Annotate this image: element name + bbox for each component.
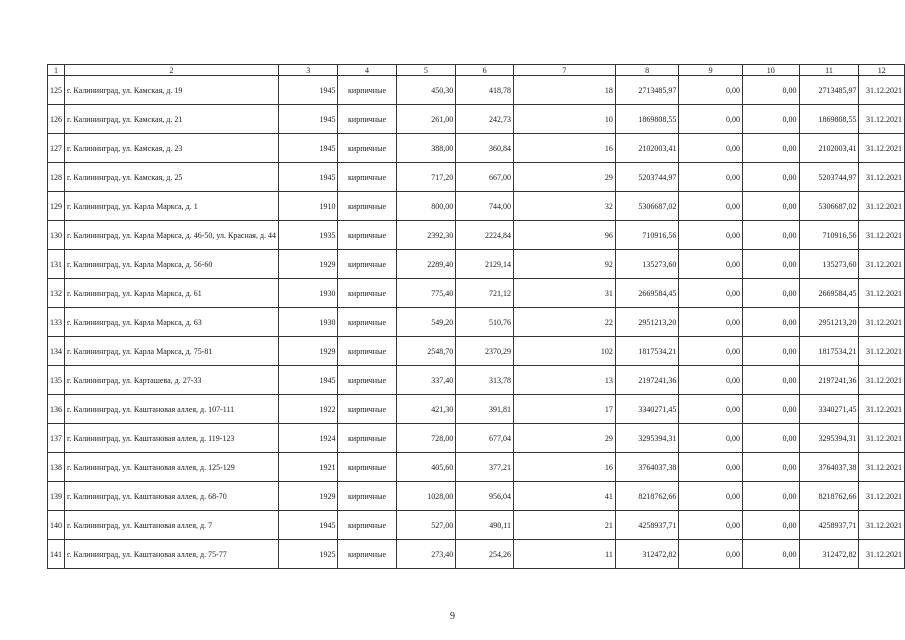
wall-material-cell: кирпичные — [338, 540, 396, 569]
table-row — [48, 250, 905, 279]
area-total-cell: 800,00 — [396, 192, 456, 221]
area-living-cell: 744,00 — [456, 192, 514, 221]
completion-date-cell: 31.12.2021 — [859, 540, 905, 569]
cost-col-11-cell: 3340271,45 — [799, 395, 859, 424]
cost-col-9-cell: 0,00 — [679, 366, 743, 395]
cost-total-cell: 5203744,97 — [615, 163, 679, 192]
area-total-cell: 1028,00 — [396, 482, 456, 511]
completion-date-cell: 31.12.2021 — [859, 279, 905, 308]
column-number: 1 — [48, 65, 65, 76]
cost-total-cell: 3295394,31 — [615, 424, 679, 453]
area-living-cell: 2370,29 — [456, 337, 514, 366]
cost-col-11-cell: 3295394,31 — [799, 424, 859, 453]
address-cell: г. Калининград, ул. Каштановая аллея, д. 7 — [65, 511, 279, 540]
cost-col-10-cell: 0,00 — [743, 540, 800, 569]
cost-col-9-cell: 0,00 — [679, 482, 743, 511]
completion-date-cell: 31.12.2021 — [859, 163, 905, 192]
residents-count-cell: 29 — [513, 163, 615, 192]
row-number-cell: 129 — [48, 192, 65, 221]
area-total-cell: 549,20 — [396, 308, 456, 337]
year-built-cell: 1922 — [279, 395, 338, 424]
cost-col-10-cell: 0,00 — [743, 424, 800, 453]
cost-col-11-cell: 2102003,41 — [799, 134, 859, 163]
row-number-cell: 136 — [48, 395, 65, 424]
table-row — [48, 192, 905, 221]
column-number: 7 — [513, 65, 615, 76]
table-row — [48, 366, 905, 395]
completion-date-cell: 31.12.2021 — [859, 482, 905, 511]
cost-total-cell: 2951213,20 — [615, 308, 679, 337]
residents-count-cell: 96 — [513, 221, 615, 250]
cost-total-cell: 4258937,71 — [615, 511, 679, 540]
cost-col-11-cell: 2669584,45 — [799, 279, 859, 308]
cost-col-9-cell: 0,00 — [679, 424, 743, 453]
cost-col-11-cell: 710916,56 — [799, 221, 859, 250]
column-number: 8 — [615, 65, 679, 76]
row-number-cell: 125 — [48, 76, 65, 105]
cost-col-11-cell: 3764037,38 — [799, 453, 859, 482]
table-row — [48, 221, 905, 250]
table-row — [48, 395, 905, 424]
year-built-cell: 1929 — [279, 482, 338, 511]
table-body — [48, 65, 905, 569]
cost-col-10-cell: 0,00 — [743, 511, 800, 540]
area-total-cell: 717,20 — [396, 163, 456, 192]
cost-col-9-cell: 0,00 — [679, 511, 743, 540]
cost-col-9-cell: 0,00 — [679, 105, 743, 134]
address-cell: г. Калининград, ул. Каштановая аллея, д. 68-70 — [65, 482, 279, 511]
cost-col-9-cell: 0,00 — [679, 337, 743, 366]
completion-date-cell: 31.12.2021 — [859, 395, 905, 424]
area-living-cell: 254,26 — [456, 540, 514, 569]
row-number-cell: 130 — [48, 221, 65, 250]
year-built-cell: 1945 — [279, 163, 338, 192]
cost-col-9-cell: 0,00 — [679, 134, 743, 163]
column-number: 5 — [396, 65, 456, 76]
residents-count-cell: 29 — [513, 424, 615, 453]
year-built-cell: 1929 — [279, 250, 338, 279]
column-number: 12 — [859, 65, 905, 76]
cost-total-cell: 8218762,66 — [615, 482, 679, 511]
table-row — [48, 134, 905, 163]
year-built-cell: 1935 — [279, 221, 338, 250]
address-cell: г. Калининград, ул. Каштановая аллея, д. 125-129 — [65, 453, 279, 482]
row-number-cell: 141 — [48, 540, 65, 569]
wall-material-cell: кирпичные — [338, 76, 396, 105]
row-number-cell: 133 — [48, 308, 65, 337]
cost-col-10-cell: 0,00 — [743, 482, 800, 511]
area-living-cell: 956,04 — [456, 482, 514, 511]
area-living-cell: 721,12 — [456, 279, 514, 308]
address-cell: г. Калининград, ул. Карла Маркса, д. 63 — [65, 308, 279, 337]
completion-date-cell: 31.12.2021 — [859, 366, 905, 395]
residents-count-cell: 31 — [513, 279, 615, 308]
wall-material-cell: кирпичные — [338, 250, 396, 279]
area-total-cell: 261,00 — [396, 105, 456, 134]
area-total-cell: 527,00 — [396, 511, 456, 540]
cost-col-9-cell: 0,00 — [679, 221, 743, 250]
area-living-cell: 2129,14 — [456, 250, 514, 279]
residents-count-cell: 13 — [513, 366, 615, 395]
year-built-cell: 1930 — [279, 279, 338, 308]
area-total-cell: 450,30 — [396, 76, 456, 105]
address-cell: г. Калининград, ул. Каштановая аллея, д. 107-111 — [65, 395, 279, 424]
column-number: 2 — [65, 65, 279, 76]
page-number: 9 — [450, 611, 455, 622]
registry-table — [47, 64, 905, 569]
area-total-cell: 388,00 — [396, 134, 456, 163]
cost-col-10-cell: 0,00 — [743, 250, 800, 279]
table-row — [48, 482, 905, 511]
cost-col-9-cell: 0,00 — [679, 453, 743, 482]
column-number: 3 — [279, 65, 338, 76]
year-built-cell: 1924 — [279, 424, 338, 453]
year-built-cell: 1945 — [279, 76, 338, 105]
area-total-cell: 273,40 — [396, 540, 456, 569]
residents-count-cell: 92 — [513, 250, 615, 279]
cost-col-10-cell: 0,00 — [743, 395, 800, 424]
address-cell: г. Калининград, ул. Камская, д. 25 — [65, 163, 279, 192]
cost-col-10-cell: 0,00 — [743, 308, 800, 337]
wall-material-cell: кирпичные — [338, 134, 396, 163]
wall-material-cell: кирпичные — [338, 105, 396, 134]
cost-col-11-cell: 8218762,66 — [799, 482, 859, 511]
area-living-cell: 360,84 — [456, 134, 514, 163]
area-living-cell: 510,76 — [456, 308, 514, 337]
residents-count-cell: 18 — [513, 76, 615, 105]
wall-material-cell: кирпичные — [338, 163, 396, 192]
table-row — [48, 453, 905, 482]
row-number-cell: 134 — [48, 337, 65, 366]
wall-material-cell: кирпичные — [338, 424, 396, 453]
cost-total-cell: 3340271,45 — [615, 395, 679, 424]
wall-material-cell: кирпичные — [338, 395, 396, 424]
area-total-cell: 337,40 — [396, 366, 456, 395]
address-cell: г. Калининград, ул. Каштановая аллея, д. 119-123 — [65, 424, 279, 453]
completion-date-cell: 31.12.2021 — [859, 134, 905, 163]
cost-col-9-cell: 0,00 — [679, 308, 743, 337]
wall-material-cell: кирпичные — [338, 366, 396, 395]
cost-col-11-cell: 2197241,36 — [799, 366, 859, 395]
table-row — [48, 279, 905, 308]
row-number-cell: 140 — [48, 511, 65, 540]
year-built-cell: 1910 — [279, 192, 338, 221]
year-built-cell: 1945 — [279, 366, 338, 395]
row-number-cell: 137 — [48, 424, 65, 453]
row-number-cell: 132 — [48, 279, 65, 308]
table-row — [48, 511, 905, 540]
wall-material-cell: кирпичные — [338, 453, 396, 482]
cost-col-11-cell: 4258937,71 — [799, 511, 859, 540]
residents-count-cell: 102 — [513, 337, 615, 366]
residents-count-cell: 17 — [513, 395, 615, 424]
residents-count-cell: 11 — [513, 540, 615, 569]
cost-col-10-cell: 0,00 — [743, 453, 800, 482]
cost-col-11-cell: 2713485,97 — [799, 76, 859, 105]
wall-material-cell: кирпичные — [338, 482, 396, 511]
row-number-cell: 139 — [48, 482, 65, 511]
column-number: 4 — [338, 65, 396, 76]
wall-material-cell: кирпичные — [338, 337, 396, 366]
year-built-cell: 1921 — [279, 453, 338, 482]
cost-total-cell: 3764037,38 — [615, 453, 679, 482]
cost-col-10-cell: 0,00 — [743, 279, 800, 308]
completion-date-cell: 31.12.2021 — [859, 76, 905, 105]
area-living-cell: 242,73 — [456, 105, 514, 134]
address-cell: г. Калининград, ул. Карла Маркса, д. 46-50, ул. Красная, д. 44 — [65, 221, 279, 250]
year-built-cell: 1925 — [279, 540, 338, 569]
completion-date-cell: 31.12.2021 — [859, 105, 905, 134]
area-living-cell: 667,00 — [456, 163, 514, 192]
cost-col-10-cell: 0,00 — [743, 105, 800, 134]
year-built-cell: 1945 — [279, 105, 338, 134]
table-row — [48, 308, 905, 337]
completion-date-cell: 31.12.2021 — [859, 308, 905, 337]
address-cell: г. Калининград, ул. Карла Маркса, д. 61 — [65, 279, 279, 308]
residents-count-cell: 32 — [513, 192, 615, 221]
cost-total-cell: 135273,60 — [615, 250, 679, 279]
completion-date-cell: 31.12.2021 — [859, 453, 905, 482]
residents-count-cell: 10 — [513, 105, 615, 134]
row-number-cell: 131 — [48, 250, 65, 279]
cost-col-10-cell: 0,00 — [743, 134, 800, 163]
cost-col-10-cell: 0,00 — [743, 76, 800, 105]
cost-col-11-cell: 312472,82 — [799, 540, 859, 569]
cost-col-11-cell: 5306687,02 — [799, 192, 859, 221]
year-built-cell: 1929 — [279, 337, 338, 366]
row-number-cell: 135 — [48, 366, 65, 395]
cost-total-cell: 710916,56 — [615, 221, 679, 250]
residents-count-cell: 41 — [513, 482, 615, 511]
cost-col-10-cell: 0,00 — [743, 366, 800, 395]
address-cell: г. Калининград, ул. Карла Маркса, д. 75-81 — [65, 337, 279, 366]
address-cell: г. Калининград, ул. Каштановая аллея, д. 75-77 — [65, 540, 279, 569]
table-row — [48, 424, 905, 453]
row-number-cell: 126 — [48, 105, 65, 134]
area-total-cell: 728,00 — [396, 424, 456, 453]
area-living-cell: 418,78 — [456, 76, 514, 105]
cost-col-11-cell: 5203744,97 — [799, 163, 859, 192]
cost-col-10-cell: 0,00 — [743, 192, 800, 221]
wall-material-cell: кирпичные — [338, 511, 396, 540]
cost-col-9-cell: 0,00 — [679, 163, 743, 192]
table-row — [48, 337, 905, 366]
area-total-cell: 2289,40 — [396, 250, 456, 279]
cost-col-9-cell: 0,00 — [679, 395, 743, 424]
address-cell: г. Калининград, ул. Карла Маркса, д. 56-60 — [65, 250, 279, 279]
year-built-cell: 1930 — [279, 308, 338, 337]
row-number-cell: 138 — [48, 453, 65, 482]
cost-col-9-cell: 0,00 — [679, 540, 743, 569]
cost-total-cell: 2197241,36 — [615, 366, 679, 395]
cost-col-11-cell: 135273,60 — [799, 250, 859, 279]
residents-count-cell: 21 — [513, 511, 615, 540]
area-total-cell: 421,30 — [396, 395, 456, 424]
address-cell: г. Калининград, ул. Камская, д. 21 — [65, 105, 279, 134]
cost-col-9-cell: 0,00 — [679, 279, 743, 308]
cost-col-11-cell: 1817534,21 — [799, 337, 859, 366]
completion-date-cell: 31.12.2021 — [859, 250, 905, 279]
column-number: 11 — [799, 65, 859, 76]
area-living-cell: 677,04 — [456, 424, 514, 453]
area-total-cell: 405,60 — [396, 453, 456, 482]
cost-col-10-cell: 0,00 — [743, 163, 800, 192]
area-living-cell: 391,81 — [456, 395, 514, 424]
cost-total-cell: 1869808,55 — [615, 105, 679, 134]
column-number: 6 — [456, 65, 514, 76]
cost-col-9-cell: 0,00 — [679, 76, 743, 105]
area-total-cell: 2548,70 — [396, 337, 456, 366]
area-living-cell: 490,11 — [456, 511, 514, 540]
completion-date-cell: 31.12.2021 — [859, 192, 905, 221]
cost-total-cell: 2669584,45 — [615, 279, 679, 308]
wall-material-cell: кирпичные — [338, 279, 396, 308]
completion-date-cell: 31.12.2021 — [859, 424, 905, 453]
cost-total-cell: 5306687,02 — [615, 192, 679, 221]
cost-col-10-cell: 0,00 — [743, 221, 800, 250]
column-number: 9 — [679, 65, 743, 76]
row-number-cell: 127 — [48, 134, 65, 163]
area-total-cell: 2392,30 — [396, 221, 456, 250]
address-cell: г. Калининград, ул. Камская, д. 23 — [65, 134, 279, 163]
row-number-cell: 128 — [48, 163, 65, 192]
year-built-cell: 1945 — [279, 511, 338, 540]
cost-col-9-cell: 0,00 — [679, 192, 743, 221]
area-living-cell: 2224,84 — [456, 221, 514, 250]
area-total-cell: 775,40 — [396, 279, 456, 308]
table-row — [48, 76, 905, 105]
address-cell: г. Калининград, ул. Карташева, д. 27-33 — [65, 366, 279, 395]
column-number: 10 — [743, 65, 800, 76]
residents-count-cell: 16 — [513, 134, 615, 163]
completion-date-cell: 31.12.2021 — [859, 337, 905, 366]
area-living-cell: 377,21 — [456, 453, 514, 482]
residents-count-cell: 16 — [513, 453, 615, 482]
wall-material-cell: кирпичные — [338, 221, 396, 250]
completion-date-cell: 31.12.2021 — [859, 221, 905, 250]
address-cell: г. Калининград, ул. Карла Маркса, д. 1 — [65, 192, 279, 221]
table-row — [48, 163, 905, 192]
area-living-cell: 313,78 — [456, 366, 514, 395]
table-row — [48, 540, 905, 569]
table-row — [48, 105, 905, 134]
completion-date-cell: 31.12.2021 — [859, 511, 905, 540]
cost-total-cell: 2102003,41 — [615, 134, 679, 163]
year-built-cell: 1945 — [279, 134, 338, 163]
cost-total-cell: 1817534,21 — [615, 337, 679, 366]
cost-total-cell: 2713485,97 — [615, 76, 679, 105]
wall-material-cell: кирпичные — [338, 192, 396, 221]
cost-col-11-cell: 2951213,20 — [799, 308, 859, 337]
residents-count-cell: 22 — [513, 308, 615, 337]
cost-col-11-cell: 1869808,55 — [799, 105, 859, 134]
cost-col-9-cell: 0,00 — [679, 250, 743, 279]
cost-total-cell: 312472,82 — [615, 540, 679, 569]
cost-col-10-cell: 0,00 — [743, 337, 800, 366]
address-cell: г. Калининград, ул. Камская, д. 19 — [65, 76, 279, 105]
wall-material-cell: кирпичные — [338, 308, 396, 337]
column-number-row — [48, 65, 905, 76]
